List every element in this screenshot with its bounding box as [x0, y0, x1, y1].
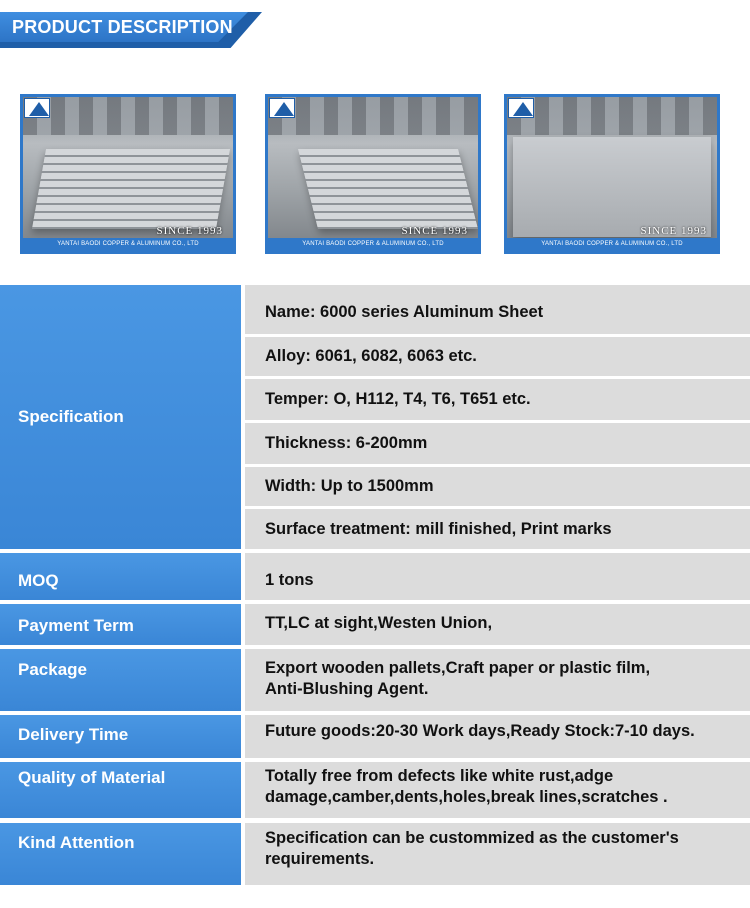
- value-line: Future goods:20-30 Work days,Ready Stock:7-10 days.: [265, 722, 695, 740]
- photo-stamp: SINCE 1993: [156, 225, 223, 237]
- section-title: PRODUCT DESCRIPTION: [12, 17, 233, 37]
- row-value: [245, 649, 750, 711]
- value-line: damage,camber,dents,holes,break lines,scratches .: [265, 788, 668, 806]
- photo-caption: YANTAI BAODI COPPER & ALUMINUM CO., LTD: [507, 238, 717, 251]
- logo-icon: [274, 102, 294, 116]
- row-value: [245, 823, 750, 885]
- spec-item: Surface treatment: mill finished, Print marks: [245, 509, 750, 549]
- value-line: requirements.: [265, 850, 375, 868]
- product-photo-2: [265, 94, 481, 254]
- package-row: [0, 649, 750, 711]
- row-label: Quality of Material: [0, 762, 241, 818]
- spec-item: Thickness: 6-200mm: [245, 423, 750, 464]
- value-line: Specification can be custommized as the customer's: [265, 829, 679, 847]
- photo-stamp: SINCE 1993: [640, 225, 707, 237]
- value-line: 1 tons: [265, 571, 314, 589]
- aluminum-plates: [513, 137, 711, 237]
- row-label: Specification: [0, 285, 241, 549]
- photo-stamp: SINCE 1993: [401, 225, 468, 237]
- row-value: [245, 553, 750, 600]
- company-logo: [508, 98, 534, 118]
- row-label: MOQ: [0, 553, 241, 600]
- value-line: Anti-Blushing Agent.: [265, 680, 429, 698]
- photo-background: [268, 97, 478, 135]
- payment-row: [0, 604, 750, 645]
- value-line: Totally free from defects like white rust,adge: [265, 767, 614, 785]
- spec-item: Alloy: 6061, 6082, 6063 etc.: [245, 337, 750, 376]
- aluminum-plates: [32, 149, 230, 229]
- photo-caption: YANTAI BAODI COPPER & ALUMINUM CO., LTD: [268, 238, 478, 251]
- row-value: [245, 604, 750, 645]
- row-value: [245, 762, 750, 818]
- row-label: Delivery Time: [0, 715, 241, 758]
- attention-row: [0, 823, 750, 885]
- spec-item: Temper: O, H112, T4, T6, T651 etc.: [245, 379, 750, 420]
- spec-item: Name: 6000 series Aluminum Sheet: [245, 285, 750, 334]
- spec-row: [0, 285, 750, 549]
- product-photo-3: [504, 94, 720, 254]
- aluminum-plates: [298, 149, 478, 229]
- photo-background: [507, 97, 717, 135]
- product-photo-1: [20, 94, 236, 254]
- company-logo: [269, 98, 295, 118]
- section-banner: [0, 12, 270, 48]
- moq-row: [0, 553, 750, 600]
- row-value: [245, 715, 750, 758]
- row-label: Package: [0, 649, 241, 711]
- row-label: Payment Term: [0, 604, 241, 645]
- company-logo: [24, 98, 50, 118]
- row-label: Kind Attention: [0, 823, 241, 885]
- quality-row: [0, 762, 750, 818]
- delivery-row: [0, 715, 750, 758]
- value-line: Export wooden pallets,Craft paper or plastic film,: [265, 659, 651, 677]
- spec-item: Width: Up to 1500mm: [245, 467, 750, 506]
- photo-caption: YANTAI BAODI COPPER & ALUMINUM CO., LTD: [23, 238, 233, 251]
- logo-icon: [29, 102, 49, 116]
- value-line: TT,LC at sight,Westen Union,: [265, 614, 493, 632]
- logo-icon: [513, 102, 533, 116]
- photo-background: [23, 97, 233, 135]
